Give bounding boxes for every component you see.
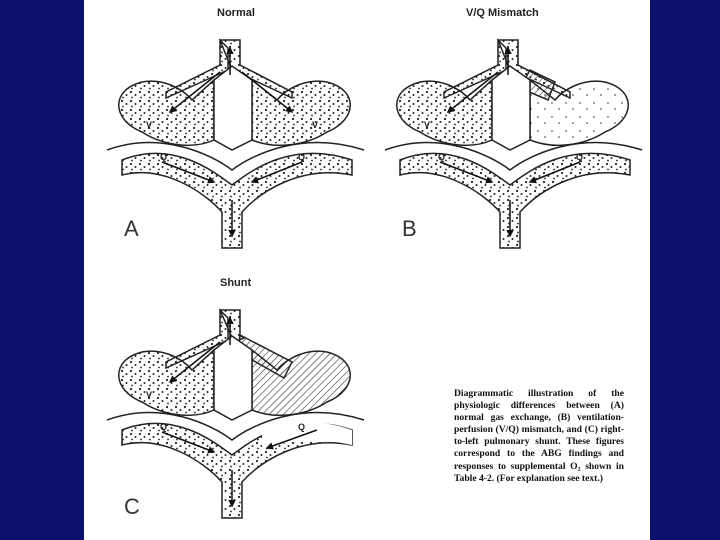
panel-b-alveolus-left	[397, 80, 492, 145]
panel-a-q-left: Q	[160, 152, 168, 162]
panel-c-letter: C	[124, 494, 140, 519]
panel-a-alveolus-right	[252, 80, 350, 145]
panel-c-v-left: V	[146, 390, 153, 400]
panel-a-v-right: V	[312, 120, 319, 130]
panel-c-title: Shunt	[220, 277, 252, 289]
panel-c-q-right: Q	[298, 422, 306, 432]
panel-b-interstitium	[492, 66, 530, 150]
panel-a-q-right: Q	[298, 152, 306, 162]
panel-b	[385, 7, 642, 248]
panel-b-q-right: Q	[576, 152, 584, 162]
panel-c-q-left: Q	[160, 422, 168, 432]
panel-a-interstitium	[214, 66, 252, 150]
figure-caption: Diagrammatic illustration of the physiologic differences between (A) normal gas exchange, (B) ventilation-perfusion (V/Q) mismatch, and (C) right-to-left pulmonary shunt. These figures correspond to the ABG findings and responses to supplemental O₂ shown in Table 4-2. (For explanation see text.)	[454, 388, 624, 484]
panel-b-v-left: V	[424, 120, 431, 130]
panel-a	[107, 7, 364, 248]
panel-a-v-left: V	[146, 120, 153, 130]
panel-c-interstitium	[214, 336, 252, 420]
panel-b-capillary	[400, 153, 630, 248]
slide	[84, 0, 650, 540]
panel-b-letter: B	[402, 216, 417, 241]
panel-b-title: V/Q Mismatch	[466, 7, 539, 19]
panel-a-letter: A	[124, 216, 139, 241]
panel-a-title: Normal	[217, 7, 255, 19]
panel-a-alveolus-left	[119, 80, 214, 145]
panel-b-q-left: Q	[438, 152, 446, 162]
panel-c	[107, 277, 364, 519]
panel-c-alveolus-left	[119, 350, 214, 415]
panel-a-capillary	[122, 153, 352, 248]
